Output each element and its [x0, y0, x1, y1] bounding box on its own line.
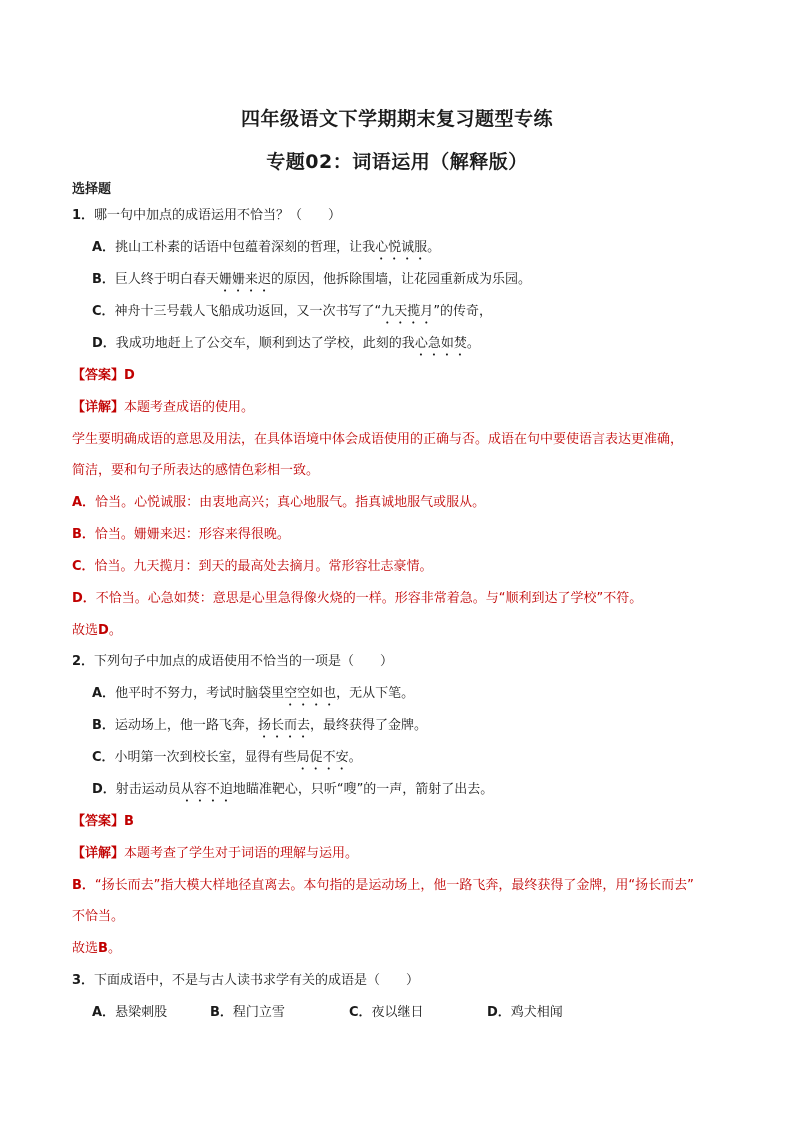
- section-heading: 选择题: [72, 182, 112, 197]
- q2-answer-value: B: [124, 814, 134, 829]
- q2-option-b-idiom: 扬长而去: [257, 718, 310, 733]
- q2-detail-label: 【详解】: [72, 846, 125, 861]
- document-title: 四年级语文下学期期末复习题型专练: [240, 108, 553, 130]
- q3-stem-text: 下面成语中，不是与古人读书求学有关的成语是（ ）: [94, 973, 420, 988]
- q1-choose: 故选D。: [72, 623, 122, 638]
- q1-explain-a: A．恰当。心悦诚服：由衷地高兴；真心地服气。指真诚地服气或服从。: [72, 495, 486, 510]
- q1-option-c: C．神舟十三号载人飞船成功返回，又一次书写了“九天揽月”的传奇，: [92, 304, 493, 319]
- q2-stem: [72, 653, 393, 671]
- q1-detail-line-1: 学生要明确成语的意思及用法，在具体语境中体会成语使用的正确与否。成语在句中要使语言表达更准确，: [72, 432, 684, 447]
- q2-stem-text: 下列句子中加点的成语使用不恰当的一项是（ ）: [94, 654, 394, 669]
- q2-option-b: B．运动场上，他一路飞奔，扬长而去，最终获得了金牌。: [92, 718, 427, 733]
- q3-option-c: C．夜以继日: [349, 1005, 424, 1020]
- q2-option-a: A．他平时不努力，考试时脑袋里空空如也，无从下笔。: [92, 686, 415, 701]
- q3-option-a: A．悬梁刺股: [92, 1005, 168, 1020]
- q3-stem: [72, 972, 419, 990]
- q1-explain-d: D．不恰当。心急如焚：意思是心里急得像火烧的一样。形容非常着急。与“顺利到达了学校”不符。: [72, 591, 643, 606]
- q1-option-d-idiom: 心急如焚: [414, 336, 467, 351]
- q1-number: 1．: [72, 208, 95, 223]
- q3-option-b: B．程门立雪: [210, 1005, 285, 1020]
- q2-choose: 故选B。: [72, 941, 121, 956]
- q1-option-a: A．挑山工朴素的话语中包蕴着深刻的哲理，让我心悦诚服。: [92, 240, 441, 255]
- q2-option-c-idiom: 局促不安: [296, 750, 349, 765]
- q2-detail: 【详解】本题考查了学生对于词语的理解与运用。: [72, 846, 359, 861]
- q1-option-b-idiom: 姗姗来迟: [218, 272, 271, 287]
- q2-option-c: C．小明第一次到校长室，显得有些局促不安。: [92, 750, 362, 765]
- q1-answer-value: D: [124, 368, 135, 383]
- q2-answer-label: 【答案】: [72, 814, 125, 829]
- q3-number: 3．: [72, 973, 95, 988]
- q1-explain-b: B．恰当。姗姗来迟：形容来得很晚。: [72, 527, 290, 542]
- q3-option-d: D．鸡犬相闻: [487, 1005, 563, 1020]
- q2-answer: [72, 813, 134, 831]
- q2-number: 2．: [72, 654, 95, 669]
- q1-answer: [72, 367, 135, 385]
- q1-detail: 【详解】本题考查成语的使用。: [72, 400, 255, 415]
- q1-stem: [72, 207, 341, 225]
- q1-detail-label: 【详解】: [72, 400, 125, 415]
- q2-option-d-idiom: 从容不迫: [180, 782, 233, 797]
- q1-option-c-idiom: 九天揽月: [381, 304, 434, 319]
- q2-explain-line-2: 不恰当。: [72, 909, 125, 924]
- q2-option-d: D．射击运动员从容不迫地瞄准靶心，只听“嗖”的一声，箭射了出去。: [92, 782, 494, 797]
- q1-answer-label: 【答案】: [72, 368, 125, 383]
- q1-explain-c: C．恰当。九天揽月：到天的最高处去摘月。常形容壮志豪情。: [72, 559, 433, 574]
- q1-stem-text: 哪一句中加点的成语运用不恰当？（ ）: [94, 208, 342, 223]
- q1-option-a-idiom: 心悦诚服: [375, 240, 428, 255]
- q1-option-b: B．巨人终于明白春天姗姗来迟的原因，他拆除围墙，让花园重新成为乐园。: [92, 272, 531, 287]
- q2-explain-b: B．“扬长而去”指大模大样地径直离去。本句指的是运动场上，他一路飞奔，最终获得了金牌，用“扬长而去”: [72, 878, 694, 893]
- document-subtitle: 专题02：词语运用（解释版）: [266, 151, 528, 173]
- q2-option-a-idiom: 空空如也: [284, 686, 337, 701]
- q1-detail-line-2: 简洁，要和句子所表达的感情色彩相一致。: [72, 463, 320, 478]
- q1-option-d: D．我成功地赶上了公交车，顺利到达了学校，此刻的我心急如焚。: [92, 336, 480, 351]
